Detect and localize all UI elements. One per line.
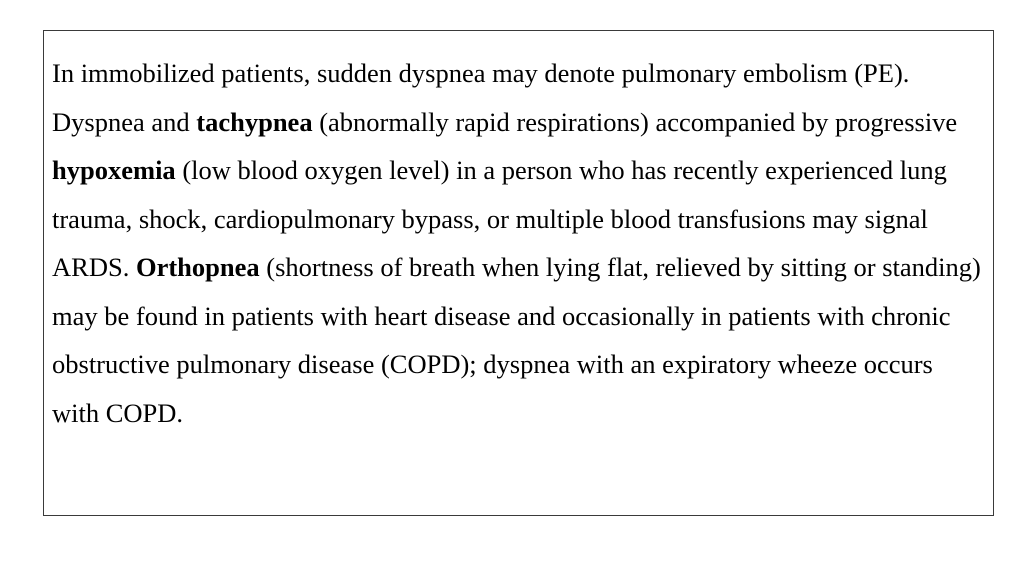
text-box: [43, 30, 994, 516]
term-hypoxemia: hypoxemia: [52, 155, 176, 185]
term-tachypnea: tachypnea: [196, 106, 313, 137]
text-segment-orthopnea-definition: (shortness of breath when lying flat, relieved by sitting or standing) may be found in patients with heart disease and occasionally in patients with chronic obstructive pulmonary disease (COPD); dyspnea with an expiratory wheeze occurs with COPD.: [52, 252, 981, 428]
text-segment-hypoxemia-definition: (low blood oxygen level) in a person who has recently experienced lung trauma, shock, cardiopulmonary bypass, or multiple blood transfusions may signal ARDS.: [52, 155, 947, 282]
body-paragraph: [52, 49, 984, 437]
text-segment-intro: In immobilized patients, sudden dyspnea may denote pulmonary embolism (PE). Dyspnea and: [52, 58, 910, 137]
term-orthopnea: Orthopnea: [135, 252, 260, 282]
text-segment-tachypnea-definition: (abnormally rapid respirations) accompanied by progressive: [312, 106, 958, 137]
